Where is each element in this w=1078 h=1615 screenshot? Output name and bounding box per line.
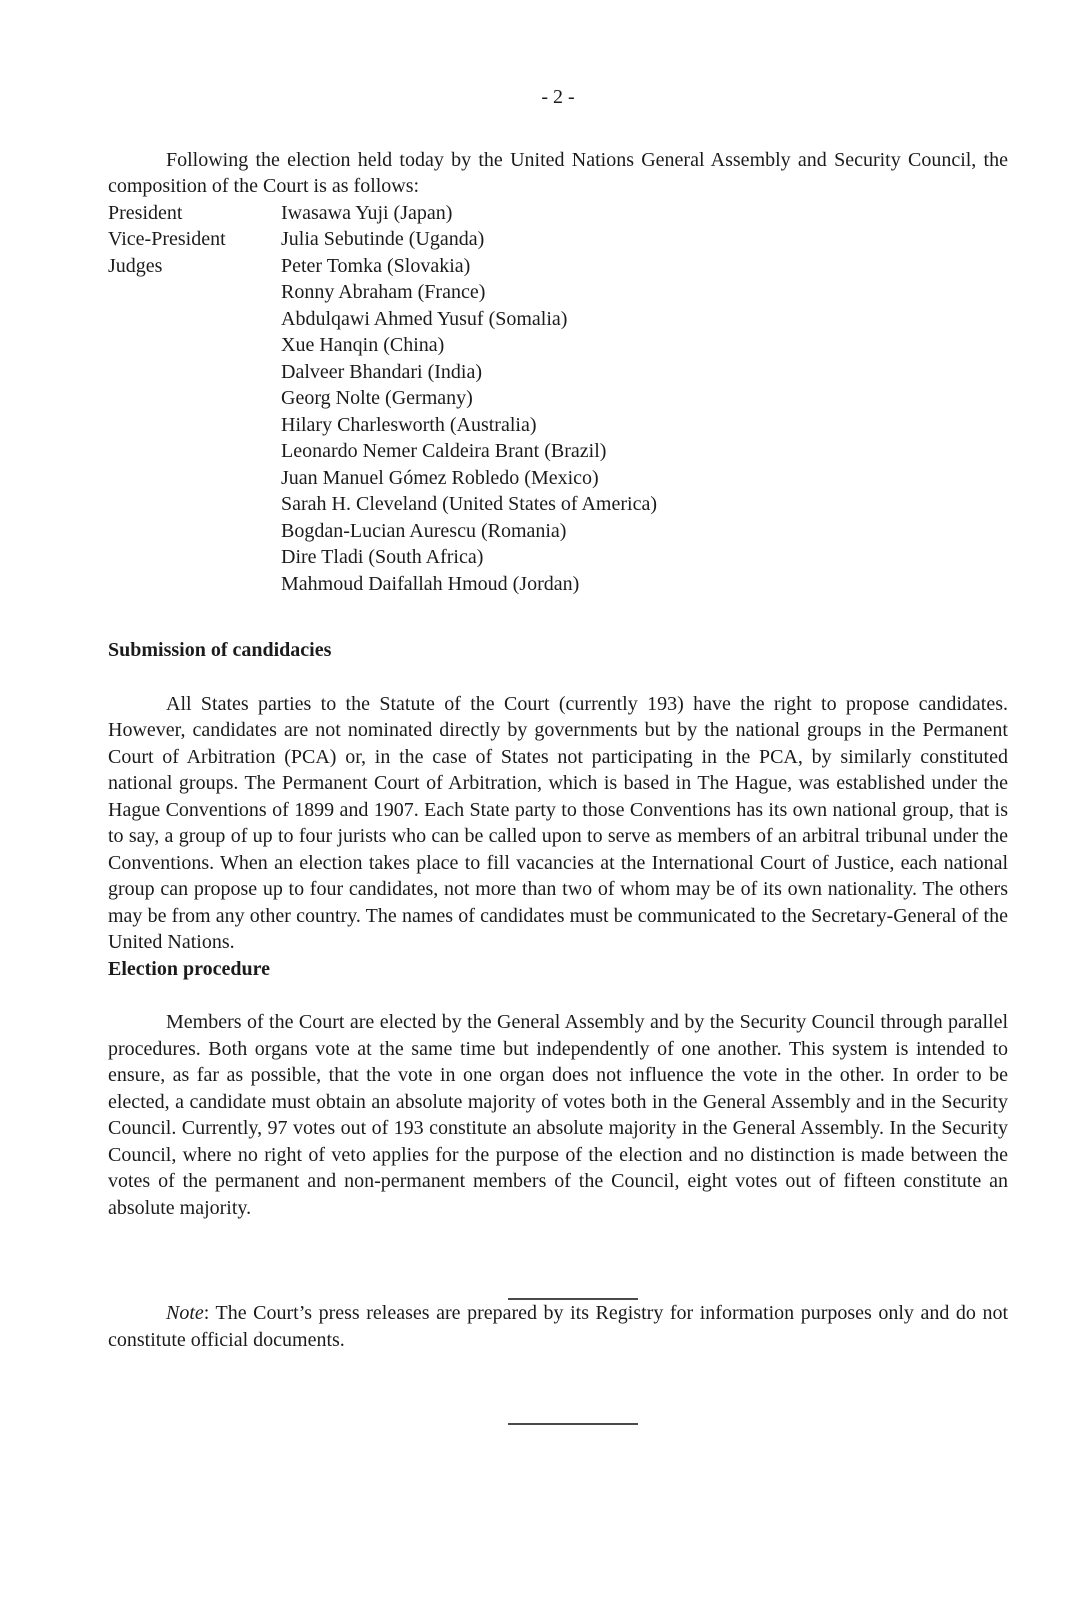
composition-name: Dire Tladi (South Africa) [281, 546, 484, 568]
list-item [108, 332, 1008, 359]
section-heading-election-procedure: Election procedure [108, 957, 271, 980]
composition-name: Hilary Charlesworth (Australia) [281, 413, 537, 436]
court-composition-list [108, 200, 1008, 598]
composition-role [108, 544, 281, 571]
composition-name: Xue Hanqin (China) [281, 334, 445, 356]
composition-name: Leonardo Nemer Caldeira Brant (Brazil) [281, 440, 607, 462]
list-item [108, 253, 1008, 280]
list-item [108, 200, 1008, 227]
composition-role: President [108, 201, 183, 224]
page-number: - 2 - [541, 86, 575, 108]
list-item [108, 226, 1008, 253]
list-item [108, 359, 1008, 386]
list-item [108, 412, 1008, 439]
composition-role [108, 412, 281, 439]
list-item [108, 491, 1008, 518]
composition-name: Iwasawa Yuji (Japan) [281, 201, 453, 224]
list-item [108, 465, 1008, 492]
composition-name: Ronny Abraham (France) [281, 281, 486, 303]
list-item [108, 306, 1008, 333]
composition-role: Judges [108, 254, 163, 277]
composition-role [108, 306, 281, 333]
composition-role [108, 491, 281, 518]
composition-role [108, 465, 281, 492]
section-heading-submission-of-candidacies: Submission of candidacies [108, 639, 332, 661]
note-label: Note [166, 1302, 204, 1324]
composition-role [108, 359, 281, 386]
list-item [108, 571, 1008, 598]
list-item [108, 385, 1008, 412]
composition-name: Abdulqawi Ahmed Yusuf (Somalia) [281, 307, 568, 330]
composition-name: Julia Sebutinde (Uganda) [281, 228, 485, 250]
composition-name: Juan Manuel Gómez Robledo (Mexico) [281, 466, 599, 489]
composition-role [108, 518, 281, 545]
composition-name: Dalveer Bhandari (India) [281, 360, 483, 383]
note-text: : The Court’s press releases are prepared by its Registry for information purposes only and do not constitute official documents. [108, 1302, 1008, 1351]
list-item [108, 438, 1008, 465]
list-item [108, 544, 1008, 571]
composition-role [108, 571, 281, 598]
composition-role [108, 385, 281, 412]
separator-rule [508, 1423, 638, 1425]
note-paragraph [108, 1300, 1008, 1353]
composition-name: Mahmoud Daifallah Hmoud (Jordan) [281, 572, 580, 595]
composition-name: Sarah H. Cleveland (United States of America) [281, 493, 657, 515]
composition-name: Bogdan-Lucian Aurescu (Romania) [281, 519, 567, 542]
section-body-election-procedure: Members of the Court are elected by the General Assembly and by the Security Council through parallel procedures. Both organs vote at the same time but independently of one another. This system is intended to ensure, as far as possible, that the vote in one organ does not influence the vote in the other. In order to be elected, a candidate must obtain an absolute majority of votes both in the General Assembly and in the Security Council. Currently, 97 votes out of 193 constitute an absolute majority in the General Assembly. In the Security Council, where no right of veto applies for the purpose of the election and no distinction is made between the votes of the permanent and non-permanent members of the Council, eight votes out of fifteen constitute an absolute majority. [108, 1011, 1008, 1219]
intro-paragraph: Following the election held today by the United Nations General Assembly and Security Council, the composition of the Court is as follows: [108, 148, 1008, 197]
list-item [108, 279, 1008, 306]
composition-name: Peter Tomka (Slovakia) [281, 254, 471, 277]
composition-role [108, 279, 281, 306]
list-item [108, 518, 1008, 545]
composition-role: Vice-President [108, 228, 226, 250]
composition-role [108, 438, 281, 465]
composition-name: Georg Nolte (Germany) [281, 387, 473, 409]
composition-role [108, 332, 281, 359]
section-body-submission-of-candidacies: All States parties to the Statute of the Court (currently 193) have the right to propose candidates. However, candidates are not nominated directly by governments but by the national groups in the Permanent Court of Arbitration (PCA) or, in the case of States not participating in the PCA, by similarly constituted national groups. The Permanent Court of Arbitration, which is based in The Hague, was established under the Hague Conventions of 1899 and 1907. Each State party to those Conventions has its own national group, that is to say, a group of up to four jurists who can be called upon to serve as members of an arbitral tribunal under the Conventions. When an election takes place to fill vacancies at the International Court of Justice, each national group can propose up to four candidates, not more than two of whom may be of its own nationality. The others may be from any other country. The names of candidates must be communicated to the Secretary-General of the United Nations. [108, 692, 1008, 953]
